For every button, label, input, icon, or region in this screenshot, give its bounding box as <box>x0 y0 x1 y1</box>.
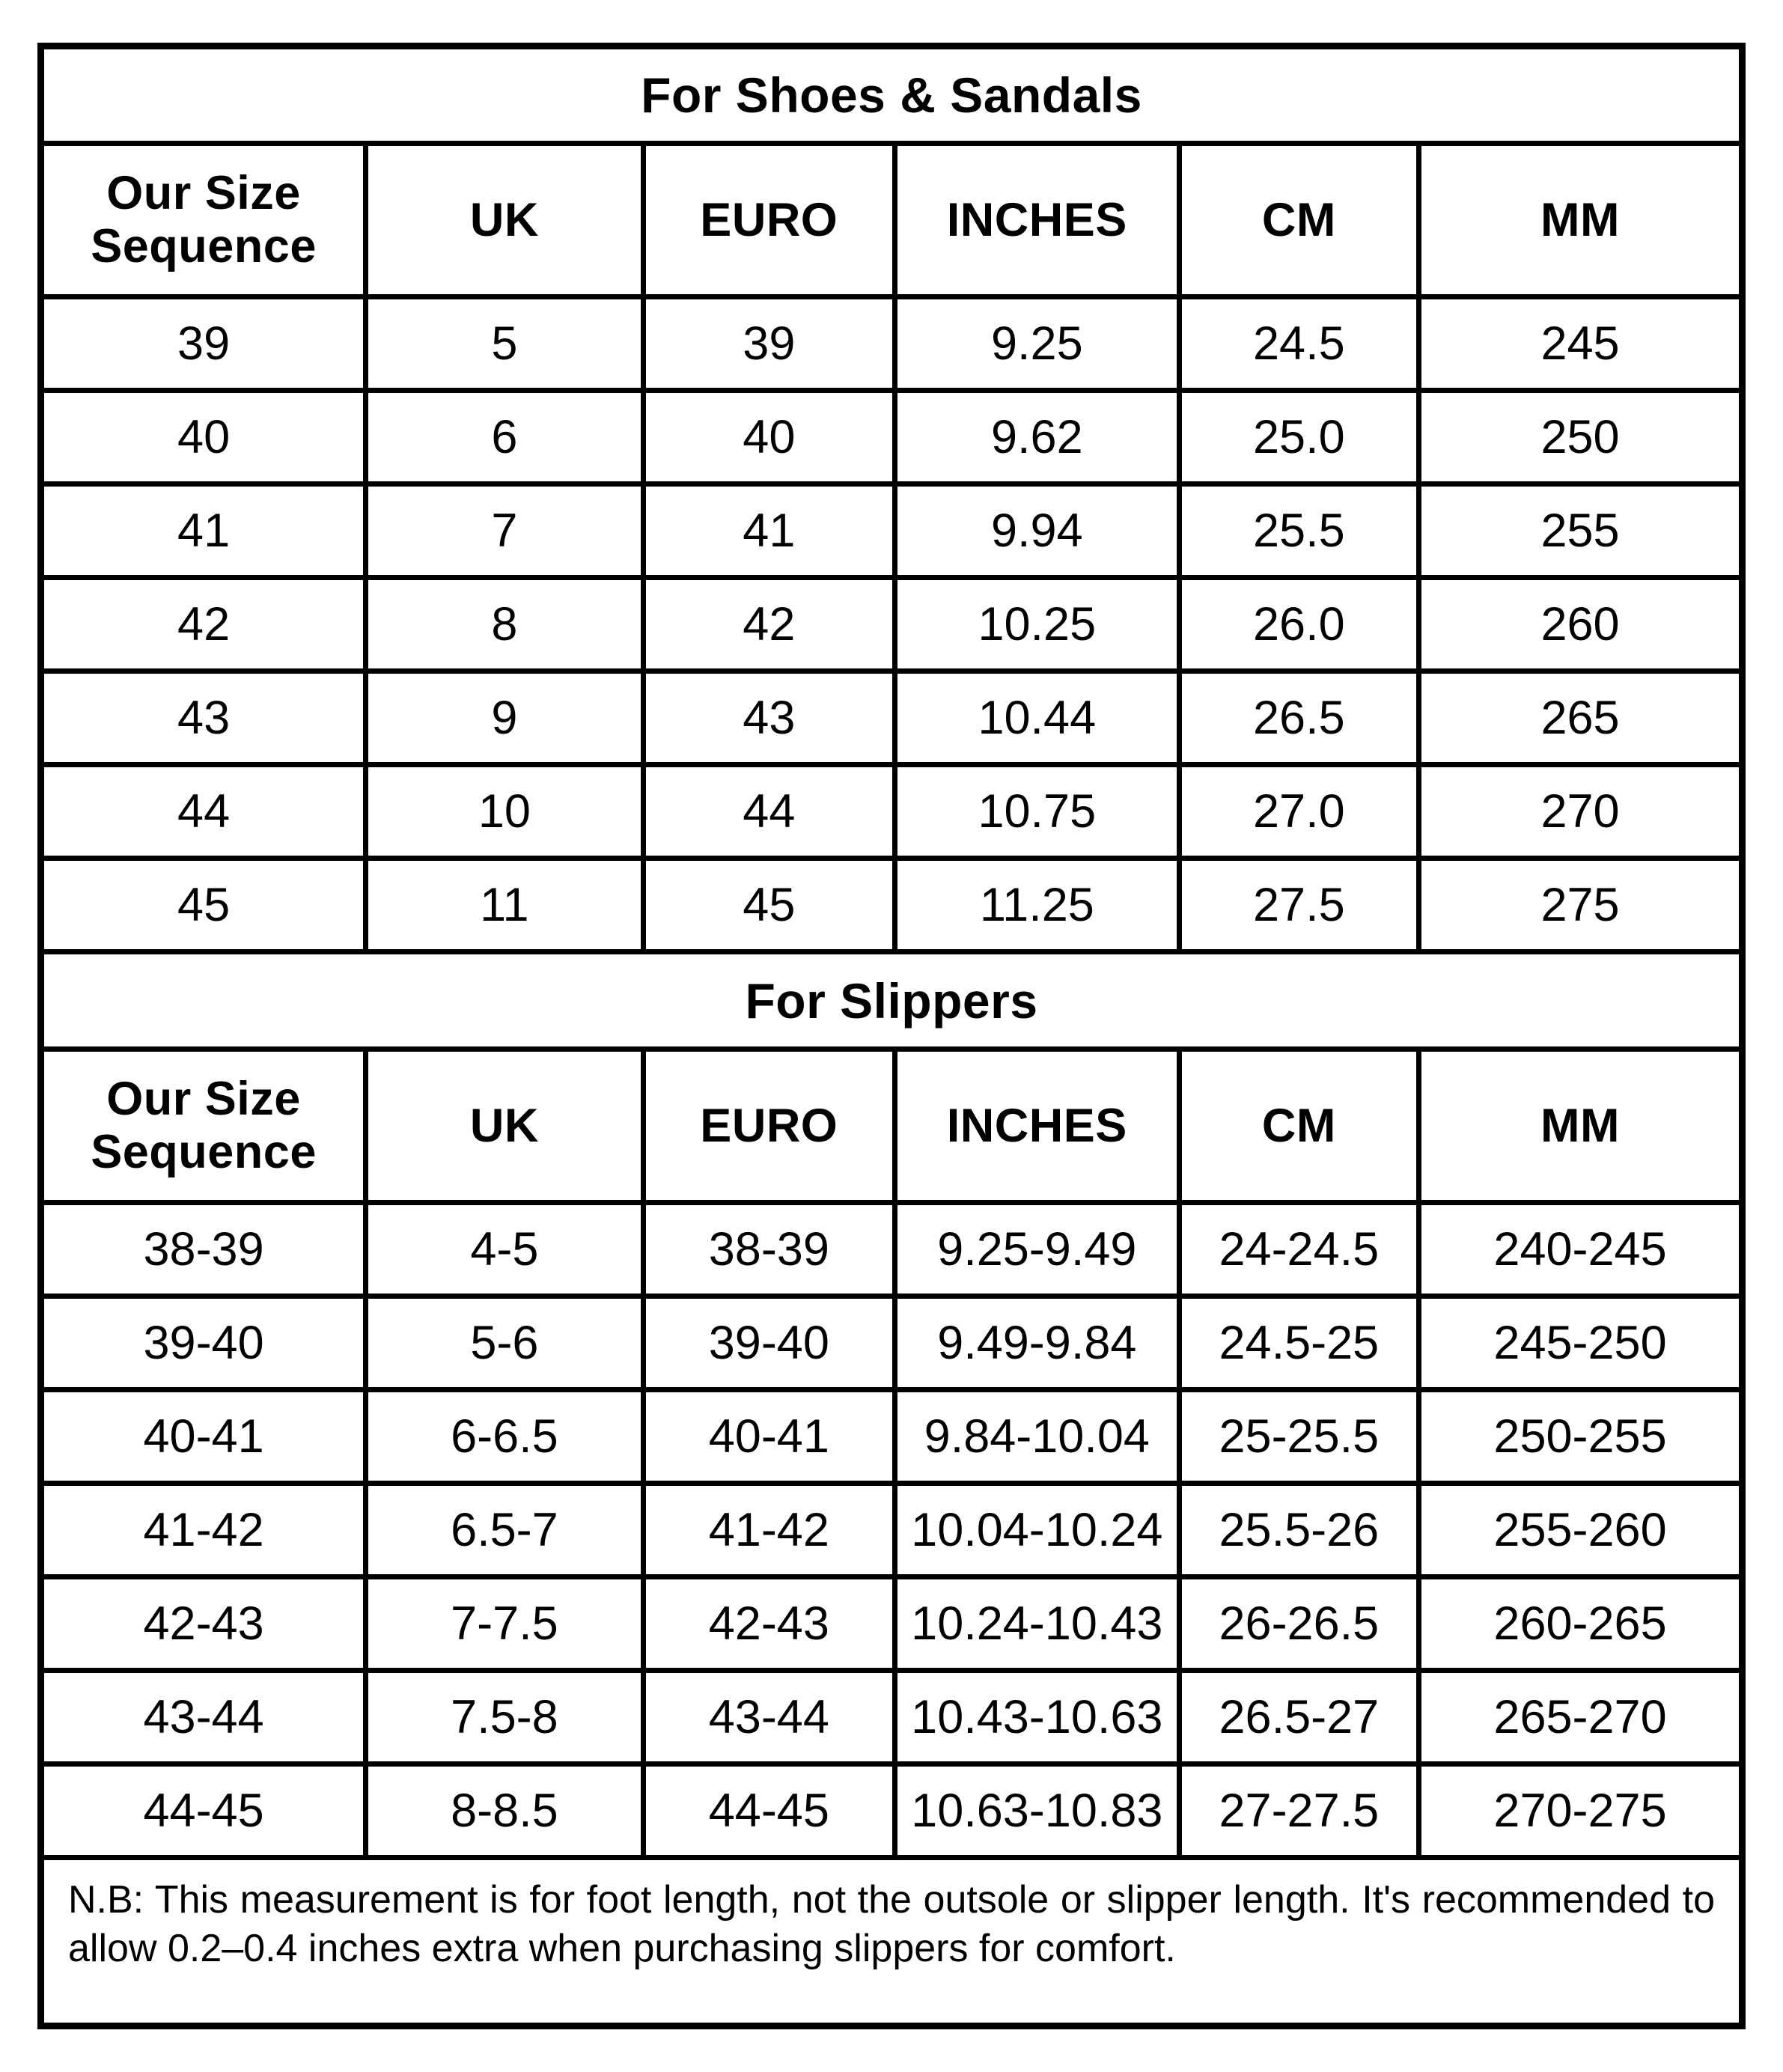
size-cell: 44-45 <box>643 1764 894 1858</box>
table-row <box>41 765 1743 859</box>
column-header-cm: CM <box>1179 1049 1418 1203</box>
size-cell: 40-41 <box>643 1390 894 1484</box>
section-title-row-shoes <box>41 46 1743 144</box>
table-row <box>41 1484 1743 1577</box>
size-cell: 25-25.5 <box>1179 1390 1418 1484</box>
size-cell: 260-265 <box>1419 1577 1743 1671</box>
size-cell: 43-44 <box>41 1671 366 1764</box>
size-cell: 8 <box>366 578 643 671</box>
table-row <box>41 1296 1743 1390</box>
size-cell: 250-255 <box>1419 1390 1743 1484</box>
table-row <box>41 859 1743 952</box>
table-row <box>41 578 1743 671</box>
header-row-slippers <box>41 1049 1743 1203</box>
size-cell: 10 <box>366 765 643 859</box>
size-cell: 42-43 <box>643 1577 894 1671</box>
size-cell: 7.5-8 <box>366 1671 643 1764</box>
size-cell: 9.25 <box>895 297 1180 391</box>
size-cell: 10.43-10.63 <box>895 1671 1180 1764</box>
size-cell: 25.5-26 <box>1179 1484 1418 1577</box>
size-cell: 245-250 <box>1419 1296 1743 1390</box>
size-cell: 270-275 <box>1419 1764 1743 1858</box>
column-header-euro: EURO <box>643 1049 894 1203</box>
size-cell: 240-245 <box>1419 1203 1743 1296</box>
size-cell: 265-270 <box>1419 1671 1743 1764</box>
size-cell: 5 <box>366 297 643 391</box>
table-row <box>41 1203 1743 1296</box>
size-cell: 39-40 <box>41 1296 366 1390</box>
size-cell: 9.62 <box>895 391 1180 484</box>
size-cell: 10.24-10.43 <box>895 1577 1180 1671</box>
column-header-uk: UK <box>366 1049 643 1203</box>
size-cell: 10.25 <box>895 578 1180 671</box>
size-cell: 25.5 <box>1179 484 1418 578</box>
table-row <box>41 484 1743 578</box>
size-cell: 44 <box>41 765 366 859</box>
size-cell: 24.5 <box>1179 297 1418 391</box>
column-header-mm: MM <box>1419 1049 1743 1203</box>
size-cell: 41-42 <box>41 1484 366 1577</box>
size-cell: 7-7.5 <box>366 1577 643 1671</box>
table-row <box>41 391 1743 484</box>
size-cell: 260 <box>1419 578 1743 671</box>
size-cell: 265 <box>1419 671 1743 765</box>
size-cell: 270 <box>1419 765 1743 859</box>
column-header-cm: CM <box>1179 144 1418 297</box>
size-cell: 40 <box>643 391 894 484</box>
size-cell: 41 <box>41 484 366 578</box>
size-cell: 42-43 <box>41 1577 366 1671</box>
size-cell: 39-40 <box>643 1296 894 1390</box>
size-cell: 9.25-9.49 <box>895 1203 1180 1296</box>
size-cell: 9.84-10.04 <box>895 1390 1180 1484</box>
size-cell: 42 <box>643 578 894 671</box>
size-cell: 45 <box>643 859 894 952</box>
table-row <box>41 1764 1743 1858</box>
size-cell: 10.63-10.83 <box>895 1764 1180 1858</box>
size-cell: 25.0 <box>1179 391 1418 484</box>
header-row-shoes <box>41 144 1743 297</box>
table-row <box>41 671 1743 765</box>
column-header-uk: UK <box>366 144 643 297</box>
size-cell: 26-26.5 <box>1179 1577 1418 1671</box>
size-cell: 10.75 <box>895 765 1180 859</box>
size-cell: 245 <box>1419 297 1743 391</box>
size-cell: 39 <box>643 297 894 391</box>
size-cell: 43 <box>41 671 366 765</box>
column-header-euro: EURO <box>643 144 894 297</box>
size-cell: 45 <box>41 859 366 952</box>
column-header-our-size: Our Size Sequence <box>41 144 366 297</box>
size-conversion-table <box>37 43 1746 2029</box>
section-title-shoes: For Shoes & Sandals <box>41 46 1743 144</box>
size-cell: 11.25 <box>895 859 1180 952</box>
size-cell: 44 <box>643 765 894 859</box>
footnote-row <box>41 1858 1743 2026</box>
size-cell: 24-24.5 <box>1179 1203 1418 1296</box>
table-row <box>41 1671 1743 1764</box>
size-cell: 11 <box>366 859 643 952</box>
size-cell: 8-8.5 <box>366 1764 643 1858</box>
size-cell: 9.94 <box>895 484 1180 578</box>
size-cell: 255 <box>1419 484 1743 578</box>
column-header-mm: MM <box>1419 144 1743 297</box>
size-cell: 6-6.5 <box>366 1390 643 1484</box>
size-cell: 27.0 <box>1179 765 1418 859</box>
size-cell: 44-45 <box>41 1764 366 1858</box>
table-row <box>41 1390 1743 1484</box>
size-cell: 6.5-7 <box>366 1484 643 1577</box>
size-cell: 7 <box>366 484 643 578</box>
column-header-inches: INCHES <box>895 1049 1180 1203</box>
section-title-slippers: For Slippers <box>41 952 1743 1049</box>
section-title-row-slippers <box>41 952 1743 1049</box>
size-cell: 9 <box>366 671 643 765</box>
size-cell: 38-39 <box>643 1203 894 1296</box>
size-cell: 43 <box>643 671 894 765</box>
size-cell: 255-260 <box>1419 1484 1743 1577</box>
column-header-our-size: Our Size Sequence <box>41 1049 366 1203</box>
size-cell: 41-42 <box>643 1484 894 1577</box>
table-row <box>41 297 1743 391</box>
size-cell: 24.5-25 <box>1179 1296 1418 1390</box>
size-cell: 275 <box>1419 859 1743 952</box>
size-cell: 27-27.5 <box>1179 1764 1418 1858</box>
size-cell: 41 <box>643 484 894 578</box>
size-cell: 27.5 <box>1179 859 1418 952</box>
size-cell: 40 <box>41 391 366 484</box>
size-cell: 250 <box>1419 391 1743 484</box>
footnote: N.B: This measurement is for foot length, not the outsole or slipper length. It's recommended to allow 0.2–0.4 inches extra when purchasing slippers for comfort. <box>41 1858 1743 2026</box>
size-cell: 38-39 <box>41 1203 366 1296</box>
size-cell: 5-6 <box>366 1296 643 1390</box>
table-row <box>41 1577 1743 1671</box>
size-cell: 39 <box>41 297 366 391</box>
column-header-inches: INCHES <box>895 144 1180 297</box>
size-cell: 26.5 <box>1179 671 1418 765</box>
size-cell: 10.04-10.24 <box>895 1484 1180 1577</box>
size-cell: 6 <box>366 391 643 484</box>
size-cell: 4-5 <box>366 1203 643 1296</box>
size-cell: 43-44 <box>643 1671 894 1764</box>
size-cell: 26.0 <box>1179 578 1418 671</box>
size-cell: 10.44 <box>895 671 1180 765</box>
size-chart-sheet <box>37 43 1746 2029</box>
size-cell: 40-41 <box>41 1390 366 1484</box>
size-cell: 9.49-9.84 <box>895 1296 1180 1390</box>
size-cell: 26.5-27 <box>1179 1671 1418 1764</box>
size-cell: 42 <box>41 578 366 671</box>
